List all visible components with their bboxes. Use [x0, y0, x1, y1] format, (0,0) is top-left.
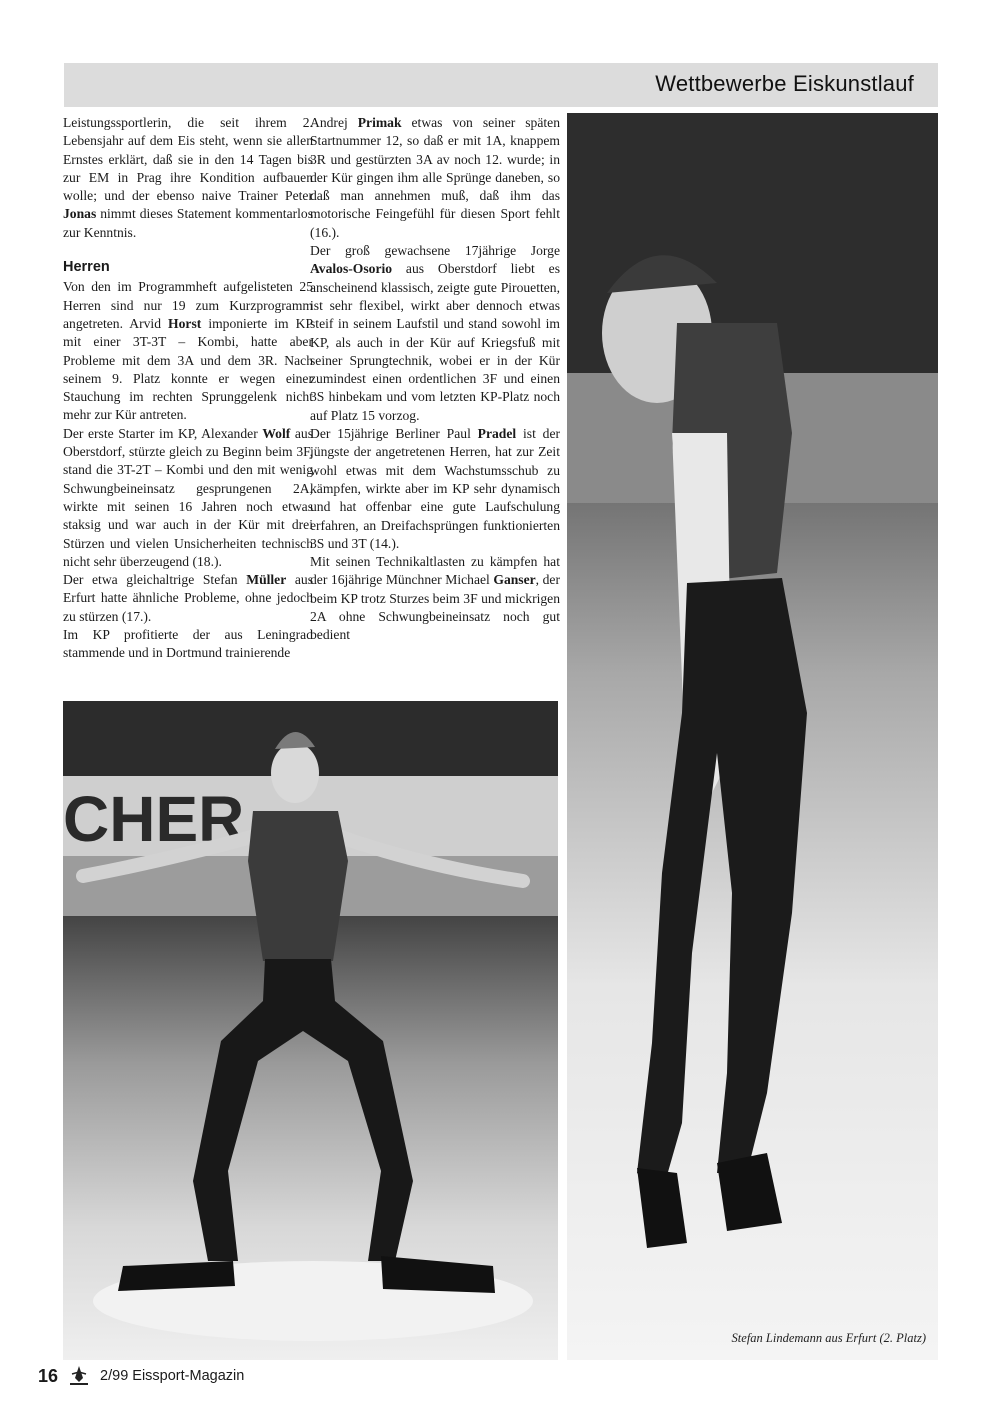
- text-column-1: [63, 114, 313, 663]
- section-heading-herren: Herren: [63, 259, 110, 276]
- page-number: 16: [38, 1365, 59, 1386]
- page-footer: [38, 1364, 244, 1388]
- paragraph: Der groß gewachsene 17jährige Jorge Avalos-Osorio aus Oberstdorf liebt es anscheinend klassisch, zeigte gute Pirouetten, ist sehr flexibel, wirkt aber dennoch etwas steif in seinem Laufstil und stand sowohl im KP, als auch in der Kür auf Kriegsfuß mit seiner Sprungtechnik, wobei er in der Kür zumindest einen ordentlichen 3F und einen 3S hinbekam und vom letzten KP-Platz noch auf Platz 15 vorzog.: [310, 243, 560, 423]
- photo-skater-crouch-illustration: [63, 701, 558, 1360]
- photo-skater-pose: [567, 113, 938, 1360]
- paragraph: Andrej Primak etwas von seiner späten Startnummer 12, so daß er mit 1A, knappem 3R und gestürzten 3A av noch 12. wurde; in der Kür gingen ihm alle Sprünge daneben, so daß man annehmen muß, daß ihm das motorische Feingefühl für diesen Sport fehlt (16.).: [310, 115, 560, 240]
- paragraph: Der etwa gleichaltrige Stefan Müller aus Erfurt hatte ähnliche Probleme, ohne jedoch zu stürzen (17.).: [63, 572, 314, 624]
- banner-text: CHER: [63, 783, 245, 855]
- paragraph: Im KP profitierte der aus Leningrad stammende und in Dortmund trainierende: [63, 627, 313, 661]
- section-header: [64, 63, 938, 107]
- paragraph: Mit seinen Technikaltlasten zu kämpfen hat der 16jährige Münchner Michael Ganser, der beim KP trotz Sturzes beim 3F und mickrigen 2A ohne Schwungbeineinsatz noch gut bedient: [310, 554, 560, 643]
- photo-skater-pose-illustration: [567, 113, 938, 1360]
- magazine-issue: 2/99 Eissport-Magazin: [100, 1368, 245, 1384]
- photo-caption: Stefan Lindemann aus Erfurt (2. Platz): [731, 1331, 926, 1345]
- paragraph: Der 15jährige Berliner Paul Pradel ist der jüngste der angetretenen Herren, hat zur Zeit wohl etwas mit dem Wachstumsschub zu kämpfen, wirkte aber im KP sehr dynamisch und hat offenbar eine gute Laufschulung erfahren, an Dreifachsprüngen funktionierten 3S und 3T (14.).: [310, 426, 561, 551]
- paragraph: Der erste Starter im KP, Alexander Wolf aus Oberstdorf, stürzte gleich zu Beginn beim 3F, stand die 3T-2T – Kombi und den mit wenig Schwungbeineinsatz gesprungenen 2A, wirkte mit seinen 16 Jahren noch etwas staksig und war auch in der Kür mit drei Stürzen und vielen Unsicherheiten technisch nicht sehr überzeugend (18.).: [63, 425, 313, 569]
- skater-logo-icon: [66, 1364, 92, 1388]
- section-title: Wettbewerbe Eiskunstlauf: [655, 71, 914, 96]
- paragraph: Von den im Programmheft aufgelisteten 25 Herren sind nur 19 zum Kurzprogramm angetreten. Arvid Horst imponierte im KP mit einer 3T-3T – Kombi, hatte aber Probleme mit dem 3A und dem 3R. Nach seinem 9. Platz konnte er wegen einer Stauchung im rechten Sprunggelenk nicht mehr zur Kür antreten.: [63, 279, 314, 423]
- paragraph: Leistungssportlerin, die seit ihrem 2. Lebensjahr auf dem Eis steht, wenn sie allen Ernstes erklärt, daß sie in den 14 Tagen bis zur EM in Prag ihre Kondition aufbauen wolle; und der ebenso naive Trainer Peter Jonas nimmt dieses Statement kommentarlos zur Kenntnis.: [63, 115, 313, 240]
- photo-skater-crouch: [63, 701, 558, 1360]
- text-column-2: [310, 114, 560, 645]
